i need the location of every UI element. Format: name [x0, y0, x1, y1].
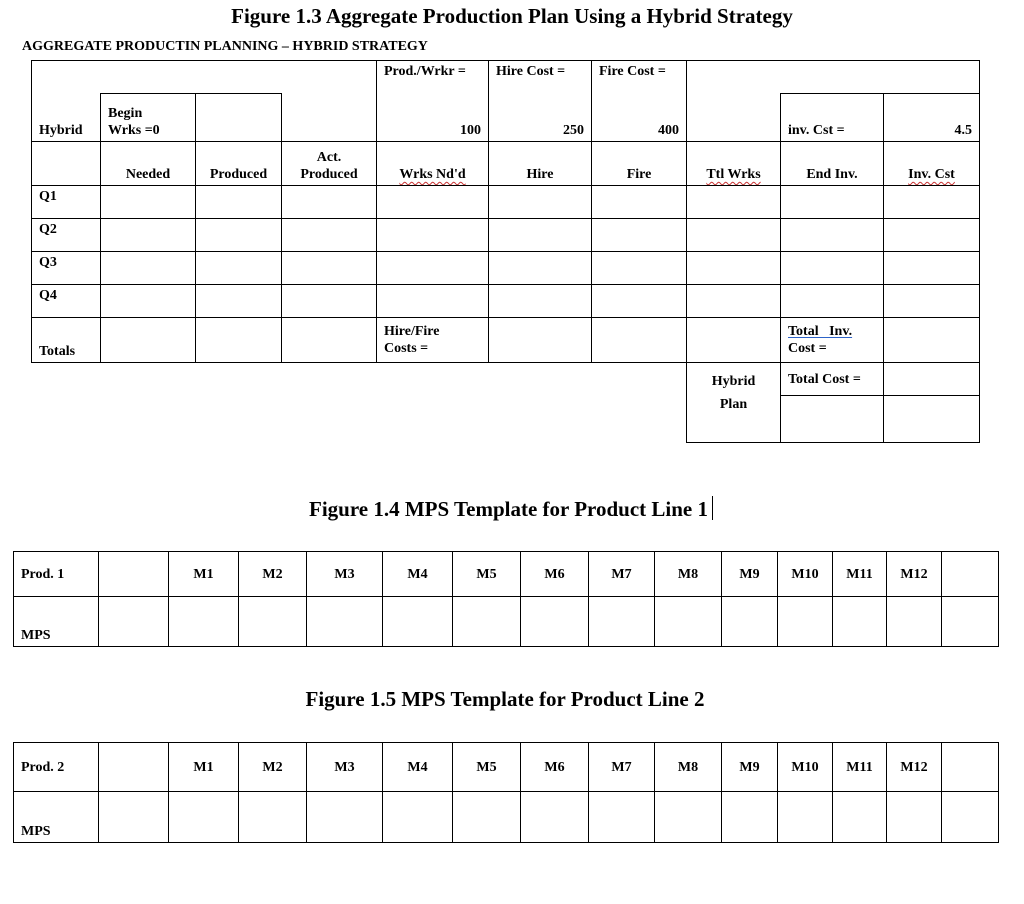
month-m8: M8	[655, 552, 722, 597]
begin-workers-value: Wrks =0	[108, 123, 160, 138]
data-cell[interactable]	[282, 186, 377, 219]
mps-cell[interactable]	[589, 792, 655, 843]
figure-1-4-title	[0, 496, 1023, 522]
month-m11: M11	[833, 743, 887, 792]
col-inventory-cost	[884, 142, 980, 186]
mps-cell[interactable]	[521, 792, 589, 843]
mps-cell[interactable]	[453, 792, 521, 843]
month-m2: M2	[239, 552, 307, 597]
aggregate-plan-table	[31, 60, 980, 443]
hybrid-plan-line1: Hybrid	[711, 374, 756, 389]
col-workers-needed	[377, 142, 489, 186]
table-row	[32, 252, 980, 285]
month-m4: M4	[383, 743, 453, 792]
mps-cell[interactable]	[942, 597, 999, 647]
month-m12: M12	[887, 552, 942, 597]
mps-label: MPS	[14, 792, 99, 843]
data-cell[interactable]	[196, 285, 282, 318]
data-cell[interactable]	[101, 186, 196, 219]
mps-row	[14, 792, 999, 843]
param-blank-cell[interactable]	[196, 94, 282, 142]
data-cell[interactable]	[884, 186, 980, 219]
mps-cell[interactable]	[833, 792, 887, 843]
mps-product-line-1-table	[13, 551, 999, 647]
mps-cell[interactable]	[887, 792, 942, 843]
data-cell[interactable]	[489, 186, 592, 219]
month-m12: M12	[887, 743, 942, 792]
data-cell[interactable]	[781, 186, 884, 219]
col-produced: Produced	[196, 142, 282, 186]
data-cell[interactable]	[377, 186, 489, 219]
month-m6: M6	[521, 743, 589, 792]
mps-cell[interactable]	[307, 597, 383, 647]
month-m4: M4	[383, 552, 453, 597]
mps-cell[interactable]	[169, 792, 239, 843]
begin-workers-cell[interactable]	[101, 94, 196, 142]
mps-cell[interactable]	[521, 597, 589, 647]
data-cell[interactable]	[781, 252, 884, 285]
hire-fire-costs-line2: Costs =	[384, 341, 429, 356]
param-blank-cell	[687, 94, 781, 142]
blank-cell[interactable]	[99, 743, 169, 792]
month-m7: M7	[589, 552, 655, 597]
hire-fire-costs-label	[377, 318, 489, 363]
row-label-q4: Q4	[32, 285, 101, 318]
col-act-produced	[282, 142, 377, 186]
month-m3: M3	[307, 552, 383, 597]
month-m5: M5	[453, 743, 521, 792]
totals-cell[interactable]	[196, 318, 282, 363]
text-cursor	[712, 496, 713, 520]
col-act-produced-label: Produced	[300, 167, 358, 182]
data-cell[interactable]	[196, 219, 282, 252]
totals-cell[interactable]	[282, 318, 377, 363]
month-m1: M1	[169, 552, 239, 597]
data-cell[interactable]	[687, 219, 781, 252]
data-cell[interactable]	[781, 219, 884, 252]
data-cell[interactable]	[196, 252, 282, 285]
param-blank-cell	[282, 94, 377, 142]
data-cell[interactable]	[377, 285, 489, 318]
data-cell[interactable]	[592, 219, 687, 252]
totals-row	[32, 318, 980, 363]
hybrid-plan-value[interactable]	[884, 396, 980, 443]
col-total-workers-label: Ttl Wrks	[706, 167, 761, 182]
prod-per-worker-label: Prod./Wrkr =	[377, 61, 489, 94]
mps-cell[interactable]	[589, 597, 655, 647]
col-total-workers	[687, 142, 781, 186]
fire-cost-value[interactable]: 400	[592, 94, 687, 142]
mps-cell[interactable]	[833, 597, 887, 647]
blank-cell[interactable]	[99, 552, 169, 597]
hybrid-label: Hybrid	[32, 94, 101, 142]
data-cell[interactable]	[592, 186, 687, 219]
total-inventory-line1: Total Inv.	[788, 324, 853, 339]
data-cell[interactable]	[101, 219, 196, 252]
table-row	[32, 219, 980, 252]
month-m9: M9	[722, 552, 778, 597]
column-header-blank	[32, 142, 101, 186]
data-cell[interactable]	[282, 252, 377, 285]
month-m11: M11	[833, 552, 887, 597]
hybrid-plan-blank-cell[interactable]	[781, 396, 884, 443]
data-cell[interactable]	[884, 219, 980, 252]
blank-cell[interactable]	[942, 552, 999, 597]
spacer-cell	[32, 363, 687, 396]
hybrid-plan-line2: Plan	[719, 397, 748, 412]
data-cell[interactable]	[282, 219, 377, 252]
hire-fire-costs-value[interactable]	[489, 318, 592, 363]
month-m10: M10	[778, 743, 833, 792]
month-header-row	[14, 552, 999, 597]
data-cell[interactable]	[489, 252, 592, 285]
data-cell[interactable]	[687, 285, 781, 318]
total-inventory-cost-label	[781, 318, 884, 363]
month-m1: M1	[169, 743, 239, 792]
table-row	[32, 186, 980, 219]
mps-cell[interactable]	[655, 792, 722, 843]
blank-cell[interactable]	[942, 743, 999, 792]
mps-cell[interactable]	[778, 792, 833, 843]
data-cell[interactable]	[196, 186, 282, 219]
mps-cell[interactable]	[99, 597, 169, 647]
header-right-blank-cell	[687, 61, 980, 94]
data-cell[interactable]	[377, 219, 489, 252]
row-label-q2: Q2	[32, 219, 101, 252]
data-cell[interactable]	[489, 219, 592, 252]
col-act-label: Act.	[316, 150, 342, 165]
month-m2: M2	[239, 743, 307, 792]
col-hire: Hire	[489, 142, 592, 186]
month-m7: M7	[589, 743, 655, 792]
table-row	[32, 285, 980, 318]
mps-cell[interactable]	[942, 792, 999, 843]
hybrid-plan-label	[687, 363, 781, 443]
aggregate-planning-heading: AGGREGATE PRODUCTIN PLANNING – HYBRID STRATEGY	[22, 39, 428, 54]
totals-cell[interactable]	[101, 318, 196, 363]
data-cell[interactable]	[592, 285, 687, 318]
data-cell[interactable]	[687, 186, 781, 219]
month-m3: M3	[307, 743, 383, 792]
month-m5: M5	[453, 552, 521, 597]
mps-cell[interactable]	[722, 597, 778, 647]
row-label-q3: Q3	[32, 252, 101, 285]
totals-cell[interactable]	[592, 318, 687, 363]
month-m9: M9	[722, 743, 778, 792]
month-header-row	[14, 743, 999, 792]
month-m8: M8	[655, 743, 722, 792]
hire-cost-label: Hire Cost =	[489, 61, 592, 94]
mps-cell[interactable]	[99, 792, 169, 843]
data-cell[interactable]	[884, 285, 980, 318]
figure-1-3-title: Figure 1.3 Aggregate Production Plan Using a Hybrid Strategy	[231, 4, 793, 28]
data-cell[interactable]	[377, 252, 489, 285]
header-blank-cell	[32, 61, 377, 94]
month-m10: M10	[778, 552, 833, 597]
mps-cell[interactable]	[383, 597, 453, 647]
fire-cost-label: Fire Cost =	[592, 61, 687, 94]
totals-cell[interactable]	[687, 318, 781, 363]
figure-1-4-title-text: Figure 1.4 MPS Template for Product Line 1	[309, 497, 708, 521]
hire-fire-costs-line1: Hire/Fire	[384, 324, 440, 339]
total-cost-label: Total Cost =	[781, 363, 884, 396]
totals-label: Totals	[32, 318, 101, 363]
total-cost-value[interactable]	[884, 363, 980, 396]
mps-cell[interactable]	[307, 792, 383, 843]
data-cell[interactable]	[884, 252, 980, 285]
data-cell[interactable]	[101, 285, 196, 318]
data-cell[interactable]	[282, 285, 377, 318]
inv-cost-label: inv. Cst =	[781, 94, 884, 142]
data-cell[interactable]	[592, 252, 687, 285]
total-inventory-cost-value[interactable]	[884, 318, 980, 363]
prod-per-worker-value[interactable]: 100	[377, 94, 489, 142]
mps-cell[interactable]	[239, 792, 307, 843]
mps-product-line-2-table	[13, 742, 999, 843]
begin-label: Begin	[108, 106, 143, 121]
col-fire: Fire	[592, 142, 687, 186]
data-cell[interactable]	[781, 285, 884, 318]
hire-cost-value[interactable]: 250	[489, 94, 592, 142]
col-end-inventory: End Inv.	[781, 142, 884, 186]
mps-cell[interactable]	[453, 597, 521, 647]
row-label-q1: Q1	[32, 186, 101, 219]
data-cell[interactable]	[101, 252, 196, 285]
mps-cell[interactable]	[239, 597, 307, 647]
col-workers-needed-label: Wrks Nd'd	[399, 167, 466, 182]
mps-cell[interactable]	[887, 597, 942, 647]
mps-row	[14, 597, 999, 647]
mps-cell[interactable]	[169, 597, 239, 647]
total-inventory-line2: Cost =	[788, 341, 827, 356]
inv-cost-value[interactable]: 4.5	[884, 94, 980, 142]
mps-cell[interactable]	[722, 792, 778, 843]
figure-1-5-title: Figure 1.5 MPS Template for Product Line 2	[305, 687, 705, 711]
spacer-cell	[32, 396, 687, 443]
mps-cell[interactable]	[655, 597, 722, 647]
product-2-label: Prod. 2	[14, 743, 99, 792]
col-needed: Needed	[101, 142, 196, 186]
product-1-label: Prod. 1	[14, 552, 99, 597]
col-inventory-cost-label: Inv. Cst	[908, 167, 955, 182]
data-cell[interactable]	[687, 252, 781, 285]
mps-label: MPS	[14, 597, 99, 647]
data-cell[interactable]	[489, 285, 592, 318]
mps-cell[interactable]	[778, 597, 833, 647]
mps-cell[interactable]	[383, 792, 453, 843]
month-m6: M6	[521, 552, 589, 597]
